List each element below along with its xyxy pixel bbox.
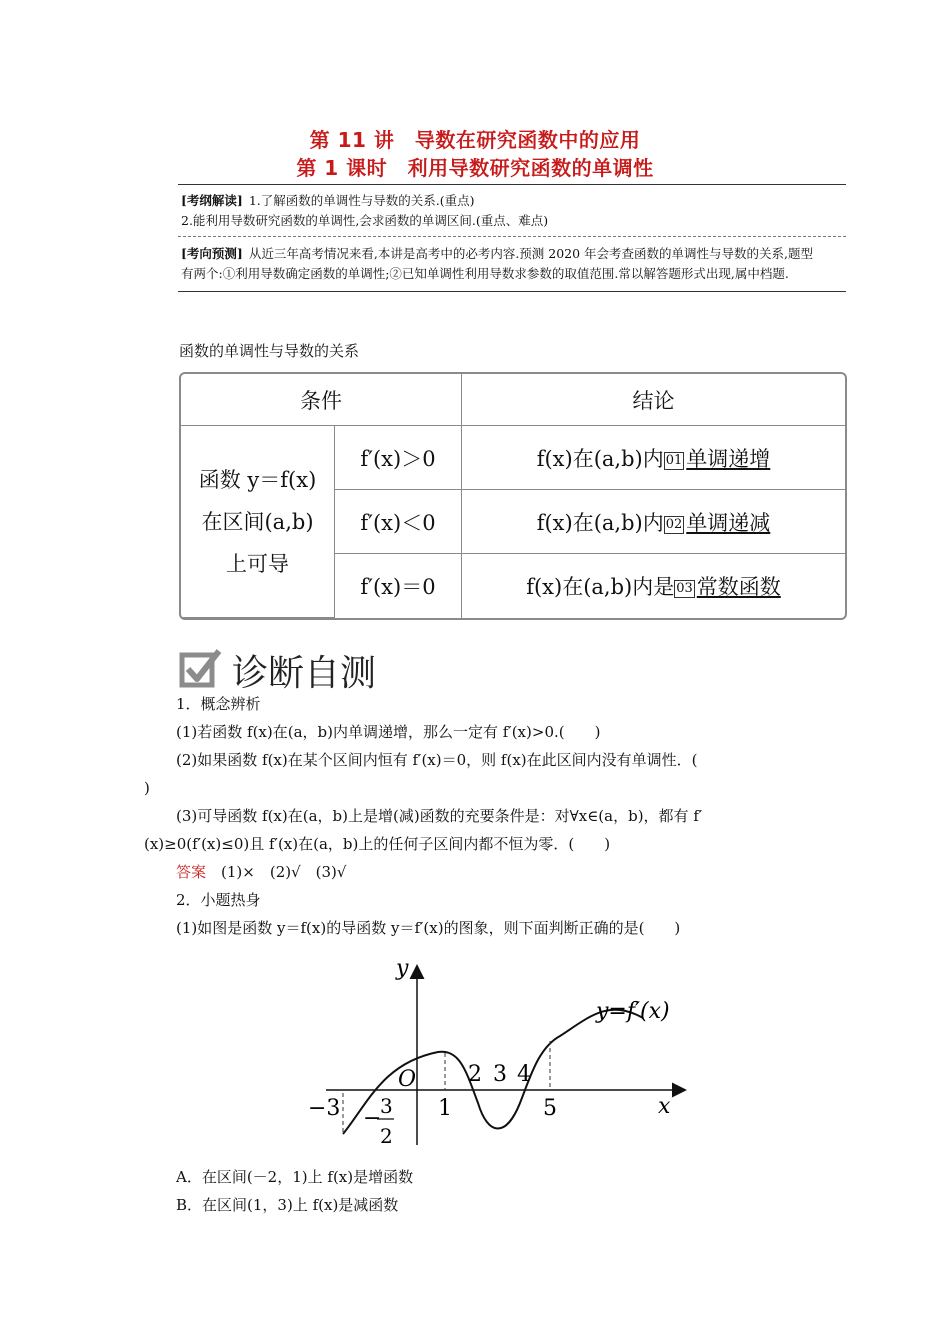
question-item: (2)如果函数 f(x)在某个区间内恒有 f′(x)＝0，则 f(x)在此区间内没有单调性．(	[176, 751, 698, 769]
page-title: 第 11 讲 导数在研究函数中的应用	[309, 128, 641, 152]
tick-frac-den: 2	[380, 1124, 393, 1148]
derivative-condition: f′(x)＞0	[335, 426, 462, 490]
section-label: 函数的单调性与导数的关系	[179, 342, 360, 360]
x-label: x	[658, 1094, 671, 1119]
blank-number: 03	[676, 581, 693, 596]
conclusion-text: f(x)在(a,b)内	[536, 510, 664, 535]
diag-heading: 诊断自测	[232, 653, 377, 694]
tick-neg3: −3	[308, 1096, 341, 1121]
forecast-text: 有两个:①利用导数确定函数的单调性;②已知单调性利用导数求参数的取值范围.常以解答题形式出现,属中档题.	[181, 266, 789, 281]
conclusion-text: f(x)在(a,b)内	[536, 446, 664, 471]
tick-1: 1	[438, 1096, 452, 1121]
blank-number: 01	[665, 452, 683, 468]
table-condition-cell	[181, 426, 335, 618]
forecast-block	[181, 244, 845, 284]
conclusion-text: f(x)在(a,b)内是	[526, 575, 675, 599]
question-title: 2．小题热身	[176, 891, 261, 909]
blank-number: 02	[665, 516, 683, 532]
table-conclusion	[462, 490, 845, 554]
divider-dashed	[178, 236, 846, 237]
outline-item: 1.了解函数的单调性与导数的关系.(重点)	[248, 193, 475, 208]
question-item: (3)可导函数 f(x)在(a，b)上是增(减)函数的充要条件是：对∀x∈(a，b)，都有 f′	[176, 807, 703, 825]
question-item: (1)若函数 f(x)在(a，b)内单调递增，那么一定有 f′(x)>0.( )	[176, 723, 601, 741]
table-conclusion	[462, 554, 845, 618]
derivative-condition: f′(x)＝0	[335, 554, 462, 618]
answer-label: 答案	[176, 863, 207, 881]
answer-text: 单调递减	[686, 510, 771, 535]
condition-line: 在区间(a,b)	[201, 509, 314, 534]
checkbox-icon	[179, 647, 223, 691]
derivative-condition: f′(x)＜0	[335, 490, 462, 554]
tick-2: 2	[468, 1062, 482, 1087]
tick-4: 4	[517, 1062, 531, 1087]
origin-label: O	[398, 1067, 417, 1092]
answer-text: (1)× (2)√ (3)√	[221, 863, 347, 881]
forecast-text: 从近三年高考情况来看,本讲是高考中的必考内容.预测 2020 年会考查函数的单调性与导数的关系,题型	[248, 246, 814, 261]
outline-block	[181, 191, 841, 231]
answer-text: 常数函数	[696, 575, 781, 599]
condition-line: 上可导	[226, 551, 289, 576]
table-header-condition: 条件	[181, 374, 462, 426]
divider-bottom	[178, 291, 846, 292]
question-title: 1．概念辨析	[176, 695, 261, 713]
answer-text: 单调递增	[686, 446, 771, 471]
question-item-cont: )	[144, 779, 150, 797]
tick-frac-sign: −	[363, 1106, 382, 1131]
derivative-graph	[288, 953, 698, 1160]
questions-block	[144, 693, 846, 939]
option-a: A．在区间(－2，1)上 f(x)是增函数	[176, 1168, 414, 1186]
forecast-tag: [考向预测]	[181, 246, 243, 261]
outline-tag: [考纲解读]	[181, 193, 243, 208]
page-subtitle: 第 1 课时 利用导数研究函数的单调性	[296, 156, 654, 180]
question-item: (1)如图是函数 y＝f(x)的导函数 y＝f′(x)的图象，则下面判断正确的是( )	[176, 919, 681, 937]
tick-frac-num: 3	[380, 1094, 393, 1118]
table-header-conclusion: 结论	[462, 374, 845, 426]
divider-top	[178, 184, 846, 185]
outline-item: 2.能利用导数研究函数的单调性,会求函数的单调区间.(重点、难点)	[181, 213, 549, 228]
tick-5: 5	[543, 1096, 557, 1121]
y-label: y	[396, 956, 409, 981]
condition-line: 函数 y＝f(x)	[198, 467, 317, 492]
option-b: B．在区间(1，3)上 f(x)是减函数	[176, 1196, 399, 1214]
tick-3: 3	[493, 1062, 507, 1087]
relation-table	[179, 372, 847, 620]
table-conclusion	[462, 426, 845, 490]
curve-label: y=f′(x)	[596, 999, 670, 1024]
question-item-cont: (x)≥0(f′(x)≤0)且 f′(x)在(a，b)上的任何子区间内都不恒为零．( )	[144, 835, 611, 853]
